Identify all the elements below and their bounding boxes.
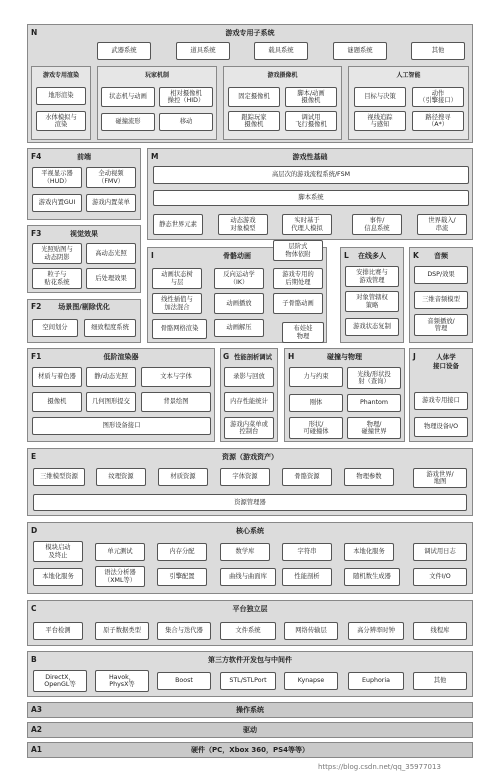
n-box-weapons: 武器系统 <box>97 42 151 60</box>
d-profiling: 性能剖析 <box>282 568 332 586</box>
h-phantom: Phantom <box>347 394 401 412</box>
hier-attach: 层阶式 物体依附 <box>273 240 323 261</box>
i-blend: 线性插值与 加法混合 <box>152 293 202 314</box>
c-threads: 线程库 <box>413 622 467 640</box>
e-fonts: 字体资源 <box>220 468 270 486</box>
d-random: 随机数生成器 <box>344 568 400 586</box>
f1-device-interface: 图形设备接口 <box>32 417 211 435</box>
f1-background: 背景绘图 <box>141 392 211 412</box>
section-f2-letter: F2 <box>31 302 42 311</box>
b-euphoria: Euphoria <box>348 672 404 690</box>
d-startup: 模块启动 及终止 <box>33 541 83 562</box>
section-b-title: 第三方软件开发包与中间件 <box>208 656 292 664</box>
b-directx: DirectX， OpenGL等 <box>33 670 87 692</box>
l-replication: 游戏状态复制 <box>345 318 399 336</box>
h-forces: 力与约束 <box>289 367 343 387</box>
m-streaming: 世界载入/ 串流 <box>417 214 467 235</box>
section-a1-letter: A1 <box>31 745 43 754</box>
watermark: https://blog.csdn.net/qq_35977013 <box>318 763 441 771</box>
n-sub-player-title: 玩家机制 <box>144 72 169 79</box>
section-h-letter: H <box>288 352 295 361</box>
i-state-tree: 动画状态树 与层 <box>152 268 202 289</box>
section-k-title: 音频 <box>434 252 448 260</box>
section-f2-title: 场景图/剔除优化 <box>58 303 110 311</box>
d-localization-2: 本地化服务 <box>33 568 83 586</box>
b-boost: Boost <box>157 672 211 690</box>
section-b-letter: B <box>31 655 37 664</box>
d-string: 字符串 <box>282 543 332 561</box>
f3-hdr: 高动态光照 <box>86 243 136 264</box>
b-kynapse: Kynapse <box>284 672 338 690</box>
d-unittest: 单元测试 <box>95 543 145 561</box>
i-mesh-render: 骨骼网格渲染 <box>152 319 207 339</box>
d-memory: 内存分配 <box>157 543 207 561</box>
m-flow: 高层次的游戏流程系统/FSM <box>153 166 469 184</box>
c-atomic: 原子数据类型 <box>95 622 149 640</box>
k-playback: 音频播放/ 管理 <box>414 314 468 336</box>
section-m-letter: M <box>151 152 159 161</box>
n-ai-sight: 视线追踪 与感知 <box>354 111 406 131</box>
m-dynamic: 动态游戏 对象模型 <box>218 214 268 235</box>
section-l-letter: L <box>344 251 349 260</box>
n-ai-goals: 目标与决策 <box>354 87 406 107</box>
c-platform: 平台检测 <box>33 622 83 640</box>
d-debug-log: 调试用日志 <box>413 543 467 561</box>
f1-text-font: 文本与字体 <box>141 367 211 387</box>
section-j-title: 人体学 接口设备 <box>433 353 459 370</box>
c-timer: 高分辨率时钟 <box>348 622 404 640</box>
l-matchmaking: 安排比赛与 游戏管理 <box>345 266 399 287</box>
section-a2-title: 驱动 <box>243 726 257 734</box>
i-ik: 反向运动学 （IK） <box>214 268 264 289</box>
i-postprocess: 游戏专用的 后期处理 <box>273 268 323 289</box>
section-a1-title: 硬件（PC，Xbox 360，PS4等等） <box>190 746 310 754</box>
h-world: 物理/ 碰撞世界 <box>347 417 401 439</box>
n-camera-follow: 跟踪玩家 摄像机 <box>228 111 280 131</box>
section-f1-letter: F1 <box>31 352 42 361</box>
m-events: 事件/ 信息系统 <box>352 214 402 235</box>
b-stl: STL/STLPort <box>220 672 276 690</box>
h-raycast: 光线/形状投 射（查询） <box>347 367 401 389</box>
section-l-title: 在线多人 <box>358 252 386 260</box>
f3-postfx: 后处理效果 <box>86 268 136 289</box>
section-g-title: 性能剖析调试 <box>234 354 272 361</box>
n-sub-ai-title: 人工智能 <box>396 72 421 79</box>
n-box-other: 其他 <box>411 42 465 60</box>
d-curves: 曲线与曲面库 <box>220 568 276 586</box>
e-manager: 资源管理器 <box>33 494 467 511</box>
h-shapes: 形状/ 可碰撞体 <box>289 417 343 439</box>
b-other: 其他 <box>413 672 467 690</box>
e-textures: 纹理资源 <box>96 468 146 486</box>
section-a3-title: 操作系统 <box>236 706 264 714</box>
n-player-hid: 相对摄像机 操控（HID） <box>159 87 213 107</box>
e-materials: 材质资源 <box>158 468 208 486</box>
d-config: 引擎配置 <box>157 568 207 586</box>
f2-spatial: 空间划分 <box>32 319 78 337</box>
e-models: 三维模型资源 <box>33 468 85 486</box>
section-f3-letter: F3 <box>31 229 42 238</box>
n-ai-actions: 动作 （引擎接口） <box>412 87 464 107</box>
e-physics: 物理参数 <box>344 468 394 486</box>
k-dsp: DSP/效果 <box>414 266 468 284</box>
j-game-interface: 游戏专用接口 <box>414 392 468 410</box>
f4-fmv: 全动视频 （FMV） <box>86 167 136 188</box>
h-rigidbody: 刚体 <box>289 394 343 412</box>
n-camera-debug: 调试用 飞行摄像机 <box>285 111 337 131</box>
e-skeleton: 骨骼资源 <box>282 468 332 486</box>
m-agent: 实时基于 代理人模拟 <box>282 214 332 235</box>
g-memory: 内存性能统计 <box>224 392 274 412</box>
section-c-title: 平台独立层 <box>232 605 268 613</box>
section-a3-letter: A3 <box>31 705 43 714</box>
n-player-move: 移动 <box>159 113 213 131</box>
j-device-io: 物理设备I/O <box>414 417 468 437</box>
e-world-map: 游戏世界/ 地图 <box>413 468 467 488</box>
f1-lighting: 静/动态光照 <box>86 367 136 387</box>
section-n-title: 游戏专用子系统 <box>225 29 275 37</box>
n-sub-camera-title: 游戏摄像机 <box>267 72 298 79</box>
f2-lod: 细致程度系统 <box>84 319 136 337</box>
section-f4-title: 前端 <box>77 153 91 161</box>
n-box-vehicles: 载具系统 <box>254 42 308 60</box>
f4-hud: 平视显示器 （HUD） <box>32 167 82 188</box>
f3-lightmap: 光照贴图与 动态阴影 <box>32 243 82 264</box>
f4-gui: 游戏内置GUI <box>32 194 82 212</box>
c-network: 网络传输层 <box>284 622 338 640</box>
f4-menu: 游戏内置菜单 <box>86 194 136 212</box>
section-j-letter: J <box>413 352 416 361</box>
f3-particles: 粒子与 贴花系统 <box>32 268 82 289</box>
section-a2-letter: A2 <box>31 725 43 734</box>
n-sub-render-title: 游戏专用渲染 <box>42 72 79 79</box>
g-replay: 录影与回放 <box>224 367 274 387</box>
g-console: 游戏内菜单或 控制台 <box>224 417 274 439</box>
f1-camera: 摄像机 <box>32 392 82 412</box>
n-box-items: 道具系统 <box>176 42 230 60</box>
b-havok: Havok， PhysX等 <box>95 670 149 692</box>
section-d-letter: D <box>31 526 38 535</box>
k-3d-audio: 三维音频模型 <box>414 291 468 309</box>
i-playback: 动画播放 <box>214 293 264 314</box>
n-camera-fixed: 固定摄像机 <box>228 87 280 107</box>
n-player-collision: 碰撞流形 <box>101 113 155 131</box>
m-static: 静态世界元素 <box>153 214 203 235</box>
section-k-letter: K <box>413 251 419 260</box>
c-collections: 集合与迭代器 <box>157 622 211 640</box>
section-c-letter: C <box>31 604 37 613</box>
section-f3-title: 视觉效果 <box>70 230 98 238</box>
section-e-title: 资源（游戏资产） <box>222 453 278 461</box>
d-fileio: 文件I/O <box>413 568 467 586</box>
n-render-terrain: 地形渲染 <box>36 87 86 105</box>
l-authority: 对象管辖权 策略 <box>345 291 399 312</box>
i-decompress: 动画解压 <box>214 319 264 337</box>
ragdoll: 布娃娃 物理 <box>282 322 324 343</box>
d-math: 数学库 <box>220 543 270 561</box>
i-subskeleton: 子骨骼动画 <box>273 293 323 314</box>
n-player-fsm: 状态机与动画 <box>101 87 155 107</box>
f1-geometry: 几何图形提交 <box>86 392 136 412</box>
section-d-title: 核心系统 <box>236 527 264 535</box>
section-i-letter: I <box>151 251 154 260</box>
section-i-title: 骨骼动画 <box>223 252 251 260</box>
n-box-puzzles: 谜题系统 <box>333 42 387 60</box>
section-m-title: 游戏性基础 <box>292 153 328 161</box>
section-h-title: 碰撞与物理 <box>327 353 362 361</box>
section-e-letter: E <box>31 452 37 461</box>
f1-materials: 材质与着色器 <box>32 367 82 387</box>
m-script: 脚本系统 <box>153 190 469 206</box>
section-f1-title: 低阶渲染器 <box>103 353 139 361</box>
d-parser: 语法分析器 （XML等） <box>95 566 145 587</box>
d-localization-1: 本地化服务 <box>344 543 394 561</box>
n-render-water: 水体模拟与 渲染 <box>36 111 86 131</box>
section-g-letter: G <box>223 352 230 361</box>
c-filesystem: 文件系统 <box>220 622 276 640</box>
section-n-letter: N <box>31 28 38 37</box>
section-f4-letter: F4 <box>31 152 42 161</box>
n-camera-scripted: 脚本/动画 摄像机 <box>285 87 337 107</box>
n-ai-path: 路径搜寻 （A*） <box>412 111 464 131</box>
